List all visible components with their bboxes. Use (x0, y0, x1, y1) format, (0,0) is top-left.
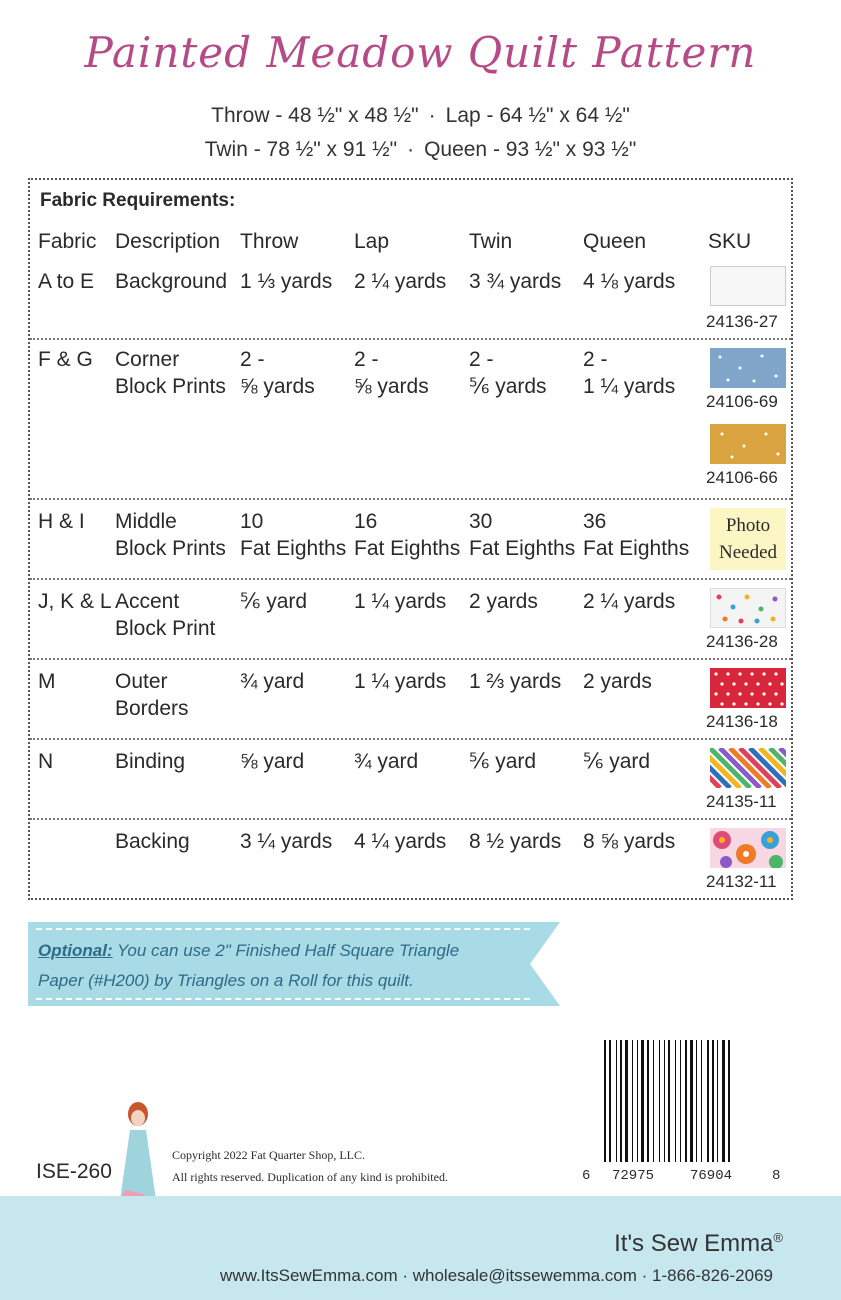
column-header-throw: Throw (240, 230, 299, 253)
queen-cell-line2: Fat Eighths (583, 537, 690, 560)
sku-label: 24106-69 (706, 392, 778, 411)
fabric-swatch (710, 424, 786, 464)
barcode-bar (659, 1040, 660, 1162)
fabric-cell: M (38, 670, 56, 693)
queen-cell: 8 ⅝ yards (583, 830, 676, 853)
column-header-description: Description (115, 230, 221, 253)
size-separator: · (407, 138, 415, 161)
copyright-line-1: Copyright 2022 Fat Quarter Shop, LLC. (172, 1148, 365, 1162)
fabric-swatch (710, 266, 786, 306)
fabric-swatch (710, 668, 786, 708)
barcode-bar (722, 1040, 725, 1162)
sku-label: 24136-18 (706, 712, 778, 731)
lap-cell-line2: Fat Eighths (354, 537, 461, 560)
banner-stitch-top (36, 928, 550, 930)
polka-dot-pattern (710, 668, 786, 708)
copyright-notice (172, 1144, 448, 1188)
queen-cell: 2 yards (583, 670, 652, 693)
barcode-bar (637, 1040, 638, 1162)
throw-cell: 1 ⅓ yards (240, 270, 333, 293)
size-line-2 (0, 138, 841, 162)
fabric-swatch (710, 828, 786, 868)
size-queen: Queen - 93 ½" x 93 ½" (424, 138, 637, 161)
table-row (30, 340, 791, 500)
barcode-bar (609, 1040, 611, 1162)
lap-cell: 2 - (354, 348, 379, 371)
sku-label: 24136-27 (706, 312, 778, 331)
twin-cell: 30 (469, 510, 493, 533)
twin-cell: 3 ¾ yards (469, 270, 562, 293)
size-line-1 (0, 104, 841, 128)
description-cell-line2: Block Prints (115, 375, 226, 398)
description-cell: Middle (115, 510, 177, 533)
description-cell: Backing (115, 830, 190, 853)
product-code: ISE-260 (36, 1160, 112, 1183)
fabric-swatch (710, 588, 786, 628)
barcode-digit-lead: 6 (582, 1168, 591, 1184)
size-throw: Throw - 48 ½" x 48 ½" (211, 104, 419, 127)
optional-line-2: Paper (#H200) by Triangles on a Roll for this quilt. (38, 971, 414, 990)
barcode-bar (632, 1040, 633, 1162)
description-cell: Background (115, 270, 228, 293)
barcode-bar (653, 1040, 654, 1162)
barcode-bar (625, 1040, 628, 1162)
barcode-bar (701, 1040, 702, 1162)
banner-stitch-bottom (36, 998, 550, 1000)
twin-cell: 8 ½ yards (469, 830, 562, 853)
fabric-cell: N (38, 750, 54, 773)
barcode-bar (712, 1040, 714, 1162)
barcode-bar (604, 1040, 606, 1162)
sku-label: 24136-28 (706, 632, 778, 651)
size-separator: · (428, 104, 436, 127)
barcode-bar (728, 1040, 730, 1162)
description-cell-line2: Block Print (115, 617, 216, 640)
fabric-requirements-table (28, 178, 793, 900)
photo-needed-box (710, 508, 786, 570)
twin-cell: 2 - (469, 348, 494, 371)
queen-cell: 2 - (583, 348, 608, 371)
sku-label: 24132-11 (706, 872, 777, 891)
queen-cell: 36 (583, 510, 607, 533)
lap-cell-line2: ⅝ yards (354, 375, 429, 398)
sku-label: 24106-66 (706, 468, 778, 487)
sku-label: 24135-11 (706, 792, 777, 811)
brand-name (614, 1230, 783, 1258)
optional-label: Optional: (38, 941, 113, 960)
copyright-line-2: All rights reserved. Duplication of any kind is prohibited. (172, 1170, 448, 1184)
barcode-bar (690, 1040, 693, 1162)
column-header-sku: SKU (708, 230, 752, 253)
optional-line-1: You can use 2" Finished Half Square Triangle (112, 941, 460, 960)
column-header-lap: Lap (354, 230, 390, 253)
lap-cell: 2 ¼ yards (354, 270, 447, 293)
diagonal-stripe-pattern (710, 748, 786, 788)
queen-cell-line2: 1 ¼ yards (583, 375, 676, 398)
description-cell: Outer (115, 670, 168, 693)
barcode-bar (647, 1040, 649, 1162)
barcode-digit-check: 8 (772, 1168, 781, 1184)
table-row (30, 500, 791, 580)
description-cell-line2: Block Prints (115, 537, 226, 560)
twin-cell-line2: Fat Eighths (469, 537, 576, 560)
page-title: Painted Meadow Quilt Pattern (84, 28, 757, 77)
barcode-bar (641, 1040, 644, 1162)
twin-cell: 1 ⅔ yards (469, 670, 562, 693)
lap-cell: 16 (354, 510, 378, 533)
description-cell: Accent (115, 590, 180, 613)
column-header-fabric: Fabric (38, 230, 97, 253)
barcode-bar (675, 1040, 676, 1162)
twin-cell: ⅚ yard (469, 750, 537, 773)
lap-cell: 1 ¼ yards (354, 590, 447, 613)
photo-note-line2: Needed (718, 542, 778, 563)
queen-cell: 2 ¼ yards (583, 590, 676, 613)
table-row (30, 262, 791, 340)
throw-cell: 2 - (240, 348, 265, 371)
star-print-pattern (710, 348, 786, 388)
throw-cell: 10 (240, 510, 264, 533)
barcode-digits-left: 72975 (612, 1168, 655, 1184)
throw-cell: ⅝ yard (240, 750, 305, 773)
lap-cell: 4 ¼ yards (354, 830, 447, 853)
photo-note-line1: Photo (725, 515, 771, 536)
floral-print-pattern (710, 828, 786, 868)
barcode-bar (696, 1040, 697, 1162)
contact-line: www.ItsSewEmma.com · wholesale@itssewemma.com · 1-866-826-2069 (220, 1266, 773, 1285)
description-cell-line2: Borders (115, 697, 189, 720)
twin-cell-line2: ⅚ yards (469, 375, 547, 398)
throw-cell: ¾ yard (240, 670, 305, 693)
queen-cell: ⅚ yard (583, 750, 651, 773)
table-row (30, 580, 791, 660)
optional-banner (28, 922, 530, 1006)
table-row (30, 740, 791, 820)
twin-cell: 2 yards (469, 590, 538, 613)
fabric-cell: A to E (38, 270, 95, 293)
optional-note (38, 936, 538, 996)
size-twin: Twin - 78 ½" x 91 ½" (204, 138, 398, 161)
description-cell: Corner (115, 348, 180, 371)
throw-cell: ⅚ yard (240, 590, 308, 613)
brand-text: It's Sew Emma (614, 1230, 774, 1257)
fabric-swatch (710, 748, 786, 788)
description-cell: Binding (115, 750, 186, 773)
column-header-queen: Queen (583, 230, 647, 253)
barcode-bar (707, 1040, 709, 1162)
fabric-cell: H & I (38, 510, 85, 533)
star-print-pattern (710, 424, 786, 464)
fabric-cell: F & G (38, 348, 93, 371)
lap-cell: ¾ yard (354, 750, 419, 773)
size-lap: Lap - 64 ½" x 64 ½" (445, 104, 630, 127)
barcode-bar (664, 1040, 665, 1162)
table-row (30, 660, 791, 740)
fabric-cell: J, K & L (38, 590, 112, 613)
barcode-bar (717, 1040, 718, 1162)
multicolor-dot-pattern (711, 589, 785, 627)
barcode-bar (685, 1040, 687, 1162)
lap-cell: 1 ¼ yards (354, 670, 447, 693)
barcode-bar (680, 1040, 681, 1162)
barcode-digits-right: 76904 (690, 1168, 733, 1184)
registered-mark: ® (773, 1230, 783, 1245)
barcode-bar (616, 1040, 617, 1162)
barcode-bar (668, 1040, 670, 1162)
throw-cell: 3 ¼ yards (240, 830, 333, 853)
barcode (582, 1040, 782, 1190)
queen-cell: 4 ⅛ yards (583, 270, 676, 293)
column-header-twin: Twin (469, 230, 513, 253)
barcode-bar (620, 1040, 622, 1162)
table-row (30, 820, 791, 898)
throw-cell-line2: Fat Eighths (240, 537, 347, 560)
fabric-swatch (710, 348, 786, 388)
table-heading: Fabric Requirements: (40, 190, 236, 211)
throw-cell-line2: ⅝ yards (240, 375, 315, 398)
